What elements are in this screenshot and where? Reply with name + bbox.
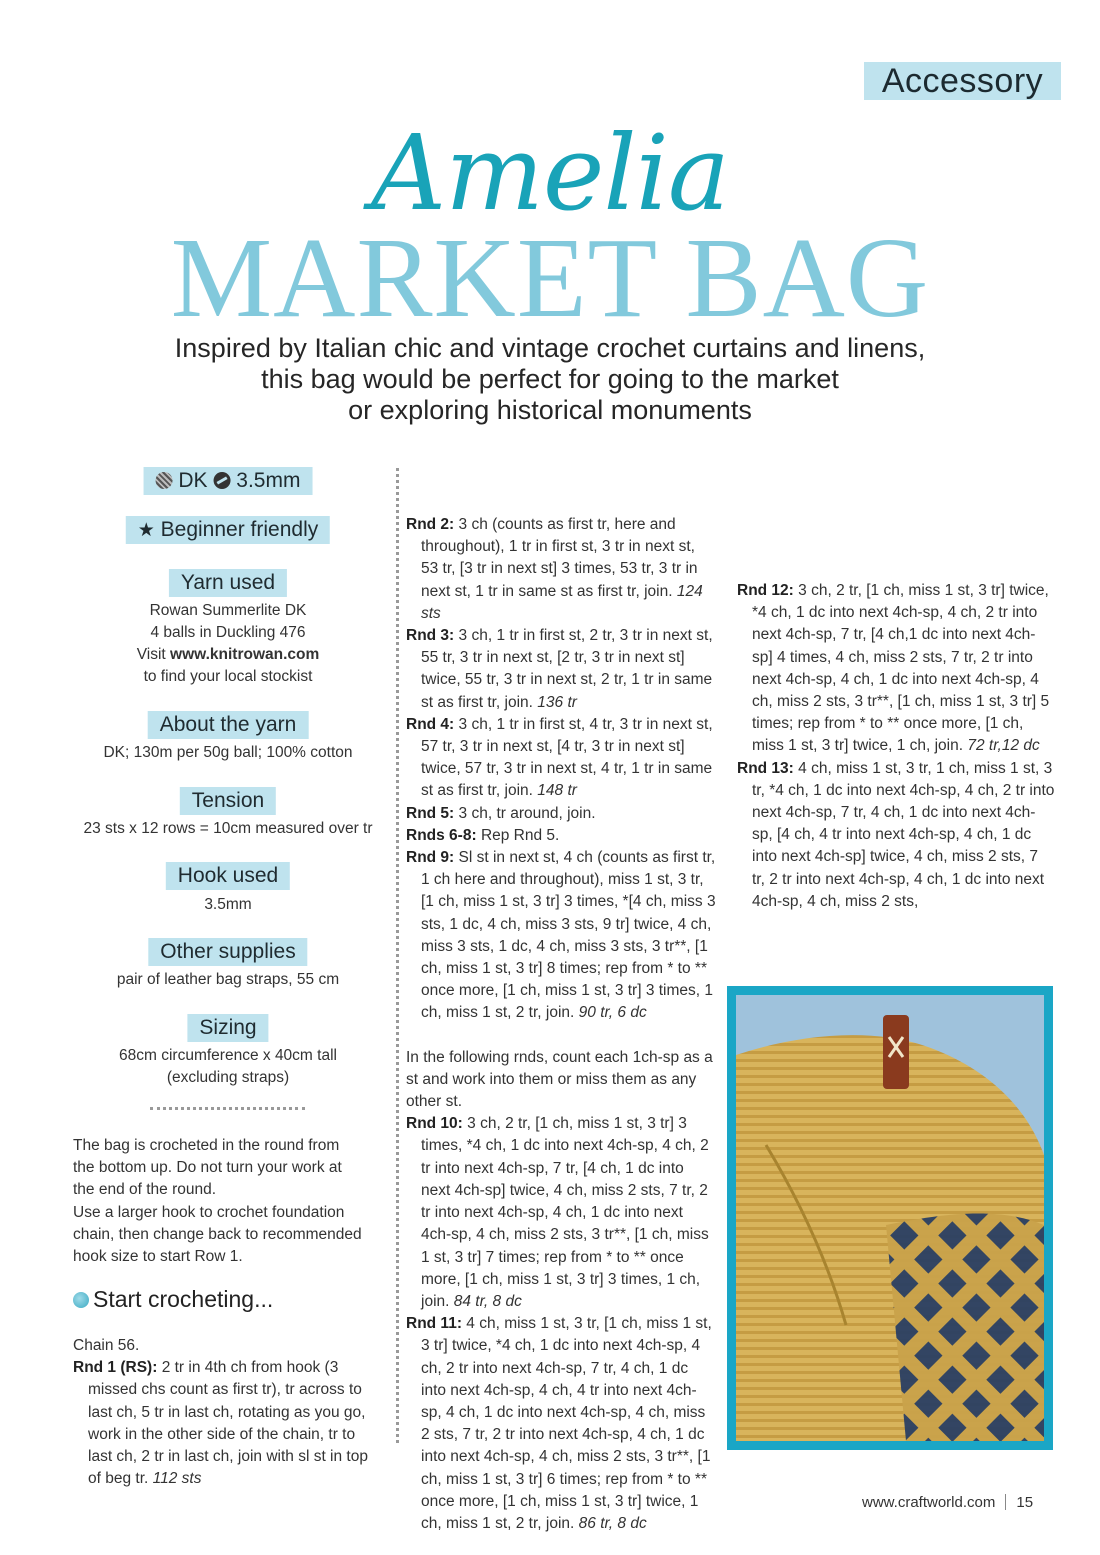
round-1-continued-space	[406, 470, 716, 514]
note-line: The bag is crocheted in the round from	[73, 1137, 340, 1154]
sizing-heading: Sizing	[187, 1014, 268, 1042]
round-1	[73, 1357, 373, 1490]
chain-instruction: Chain 56.	[73, 1337, 140, 1354]
stockist-text: to find your local stockist	[143, 668, 313, 685]
round-label: Rnd 12:	[737, 582, 794, 599]
tension-value: 23 sts x 12 rows = 10cm measured over tr	[83, 820, 373, 837]
bag-mesh	[886, 1213, 1044, 1441]
dotted-divider	[150, 1107, 305, 1110]
skill-badge	[126, 516, 330, 544]
round-count: 112 sts	[152, 1470, 202, 1488]
column-3-pattern	[737, 470, 1055, 913]
round-label: Rnd 13:	[737, 759, 794, 777]
round-10	[406, 1113, 716, 1313]
round-text: 3 ch, tr around, join.	[458, 804, 596, 822]
round-label: Rnd 4:	[406, 715, 455, 733]
hook-icon	[213, 472, 230, 489]
other-supplies-heading: Other supplies	[148, 938, 307, 966]
about-yarn-heading: About the yarn	[148, 711, 309, 739]
skill-label: Beginner friendly	[160, 518, 319, 541]
yarn-ball-icon	[73, 1292, 89, 1308]
sizing-line: (excluding straps)	[166, 1069, 290, 1086]
round-text: 2 tr in 4th ch from hook (3 missed chs count as first tr), tr across to last ch, 5 tr in last ch, rotating as you go, work in the other side of the chain, tr to last ch, 2 tr in last ch, join with sl st in top of beg tr.	[88, 1359, 368, 1488]
round-text: Sl st in next st, 4 ch (counts as first tr, 1 ch here and throughout), miss 1 st, 3 tr, [1 ch, miss 1 st, 3 tr] 3 times, *[4 ch, miss 3 sts, 1 dc, 4 ch, miss 3 sts, 9 tr] twice, 4 ch, miss 3 sts, 1 dc, 4 ch, miss 3 sts, 3 tr**, [1 ch, miss 1 st, 3 tr] 8 times; rep from * to ** once more, [1 ch, miss 1 st, 3 tr] 3 times, 1 ch, miss 1 st, 2 tr, join.	[421, 849, 716, 1022]
intro-standfirst	[0, 333, 1100, 426]
round-count: 124 sts	[421, 582, 703, 622]
yarn-used-heading: Yarn used	[169, 569, 287, 597]
round-count: 84 tr, 8 dc	[453, 1292, 522, 1310]
note-line: the end of the round.	[73, 1181, 217, 1199]
page-title: MARKET BAG	[170, 214, 930, 341]
website-link[interactable]: www.knitrowan.com	[170, 646, 320, 663]
round-4	[406, 714, 716, 803]
sizing-line: 68cm circumference x 40cm tall	[119, 1047, 337, 1064]
round-text: 3 ch (counts as first tr, here and throughout), 1 tr in first st, 3 tr in next st, 53 tr, [3 tr in next st] 3 times, 53 tr, 3 tr in next st, 1 tr in same st as first tr, join.	[421, 516, 698, 600]
round-12	[737, 580, 1055, 758]
round-label: Rnd 9:	[406, 849, 455, 867]
round-9	[406, 847, 716, 1025]
round-count: 86 tr, 8 dc	[578, 1514, 647, 1532]
round-text: 3 ch, 1 tr in first st, 2 tr, 3 tr in next st, 55 tr, 3 tr in next st, [2 tr, 3 tr in next st] twice, 55 tr, 3 tr in next st, 2 tr, 1 tr in same st as first tr, join.	[421, 627, 713, 711]
column-1-pattern	[73, 1335, 373, 1490]
star-icon: ★	[137, 520, 155, 541]
yarn-quantity: 4 balls in Duckling 476	[150, 624, 306, 641]
round-label: Rnd 1 (RS):	[73, 1359, 158, 1377]
round-label: Rnd 10:	[406, 1115, 463, 1133]
round-text: 3 ch, 1 tr in first st, 4 tr, 3 tr in next st, 57 tr, 3 tr in next st, [4 tr, 3 tr in next st] twice, 57 tr, 3 tr in next st, 4 tr, 1 tr in same st as first tr, join.	[421, 715, 713, 800]
round-2	[406, 514, 716, 625]
hook-used-text	[78, 894, 378, 916]
yarn-weight-badge	[144, 467, 313, 495]
column-2-pattern	[406, 470, 716, 1535]
category-tab: Accessory	[864, 62, 1061, 100]
hook-used-heading: Hook used	[166, 862, 290, 890]
title-script: Amelia	[371, 112, 729, 234]
section-heading-text: Start crocheting...	[93, 1286, 274, 1312]
round-text: Rep Rnd 5.	[480, 826, 560, 844]
yarn-weight-label: DK	[178, 469, 208, 492]
column-divider	[396, 468, 399, 1443]
round-3	[406, 625, 716, 714]
tension-text	[68, 818, 388, 840]
rounds-6-8	[406, 825, 716, 847]
construction-notes	[73, 1135, 383, 1268]
about-yarn-text	[78, 742, 378, 764]
footer-divider	[1005, 1494, 1006, 1510]
yarn-name: Rowan Summerlite DK	[149, 602, 307, 619]
tension-heading: Tension	[180, 787, 276, 815]
round-text: 3 ch, 2 tr, [1 ch, miss 1 st, 3 tr] 3 times, *4 ch, 1 dc into next 4ch-sp, 4 ch, 2 tr into next 4ch-sp, 7 tr, [4 ch, 1 dc into next 4ch-sp] twice, 4 ch, miss 2 sts, 7 tr, 2 tr into next 4ch-sp, 4 ch, 1 dc into next 4ch-sp, 4 ch, miss 2 sts, 3 tr**, [1 ch, miss 1 st, 3 tr] 7 times; rep from * to ** once more, [1 ch, miss 1 st, 3 tr] 3 times, 1 ch, join.	[421, 1115, 709, 1310]
visit-line	[78, 644, 378, 666]
round-label: Rnd 3:	[406, 627, 455, 645]
round-label: Rnd 11:	[406, 1315, 462, 1333]
round-count: 90 tr, 6 dc	[578, 1004, 647, 1022]
other-supplies-text	[78, 969, 378, 991]
round-label: Rnds 6-8:	[406, 826, 477, 844]
intro-line: Inspired by Italian chic and vintage crochet curtains and linens,	[174, 333, 926, 363]
note-line: hook size to start Row 1.	[73, 1248, 243, 1266]
round-13	[737, 758, 1055, 913]
note-line: the bottom up. Do not turn your work at	[73, 1159, 342, 1177]
round-text: 4 ch, miss 1 st, 3 tr, 1 ch, miss 1 st, 3 tr, *4 ch, 1 dc into next 4ch-sp, 4 ch, 2 tr into next 4ch-sp, 7 tr, 4 ch, 1 dc into next 4ch-sp, [4 ch, 4 tr into next 4ch-sp, 4 ch, 1 dc into next 4ch-sp] twice, 4 ch, miss 2 sts, 7 tr, 2 tr into next 4ch-sp, 4 ch, 1 dc into next 4ch-sp, 4 ch, miss 2 sts,	[752, 759, 1055, 910]
counting-note: In the following rnds, count each 1ch-sp as a st and work into them or miss them as any other st.	[406, 1048, 713, 1111]
round-11-continued-space	[737, 470, 1055, 580]
page-footer	[862, 1494, 1033, 1511]
round-count: 72 tr,12 dc	[967, 737, 1040, 755]
round-label: Rnd 5:	[406, 804, 455, 822]
leather-strap	[883, 1015, 909, 1089]
yarn-ball-icon	[156, 472, 173, 489]
round-text: 3 ch, 2 tr, [1 ch, miss 1 st, 3 tr] twice, *4 ch, 1 dc into next 4ch-sp, 4 ch, 2 tr into next 4ch-sp, 7 tr, [4 ch,1 dc into next 4ch-sp] 4 times, 4 ch, miss 2 sts, 7 tr, 2 tr into next 4ch-sp, 4 ch, 1 dc into next 4ch-sp, 4 ch, miss 2 sts, 3 tr**, [1 ch, miss 1 st, 3 tr] 5 times; rep from * to ** once more, [1 ch, miss 1 st, 3 tr] twice, 1 ch, join.	[752, 582, 1050, 755]
round-count: 148 tr	[537, 782, 577, 800]
round-label: Rnd 2:	[406, 516, 455, 533]
round-text: 4 ch, miss 1 st, 3 tr, [1 ch, miss 1 st, 3 tr] twice, *4 ch, 1 dc into next 4ch-sp, 4 ch, 2 tr into next 4ch-sp, 7 tr, 4 ch, 1 dc into next 4ch-sp, 4 ch, 4 tr into next 4ch-sp, 4 ch, 1 dc into next 4ch-sp, 4 ch, miss 2 sts, 7 tr, 2 tr into next 4ch-sp, 4 ch, 1 dc into next 4ch-sp, 4 ch, miss 2 sts, 3 tr**, [1 ch, miss 1 st, 3 tr] 6 times; rep from * to ** once more, [1 ch, miss 1 st, 3 tr] twice, 1 ch, miss 1 st, 2 tr, join.	[421, 1315, 712, 1532]
section-heading	[73, 1286, 273, 1313]
note-line: chain, then change back to recommended	[73, 1225, 362, 1243]
hook-used-value: 3.5mm	[204, 896, 252, 913]
sizing-text	[78, 1045, 378, 1089]
intro-line: or exploring historical monuments	[348, 395, 752, 425]
bag-photo	[736, 995, 1044, 1441]
page-number: 15	[1016, 1494, 1034, 1511]
about-yarn-value: DK; 130m per 50g ball; 100% cotton	[103, 744, 353, 761]
round-count: 136 tr	[537, 693, 577, 711]
round-11	[406, 1313, 716, 1535]
visit-prefix: Visit	[136, 646, 171, 663]
note-line: Use a larger hook to crochet foundation	[73, 1203, 345, 1221]
round-5	[406, 803, 716, 825]
hook-size-label: 3.5mm	[236, 469, 301, 492]
yarn-used-details	[78, 600, 378, 688]
footer-url[interactable]: www.craftworld.com	[862, 1494, 996, 1511]
intro-line: this bag would be perfect for going to the market	[261, 364, 839, 394]
other-supplies-value: pair of leather bag straps, 55 cm	[116, 971, 340, 988]
